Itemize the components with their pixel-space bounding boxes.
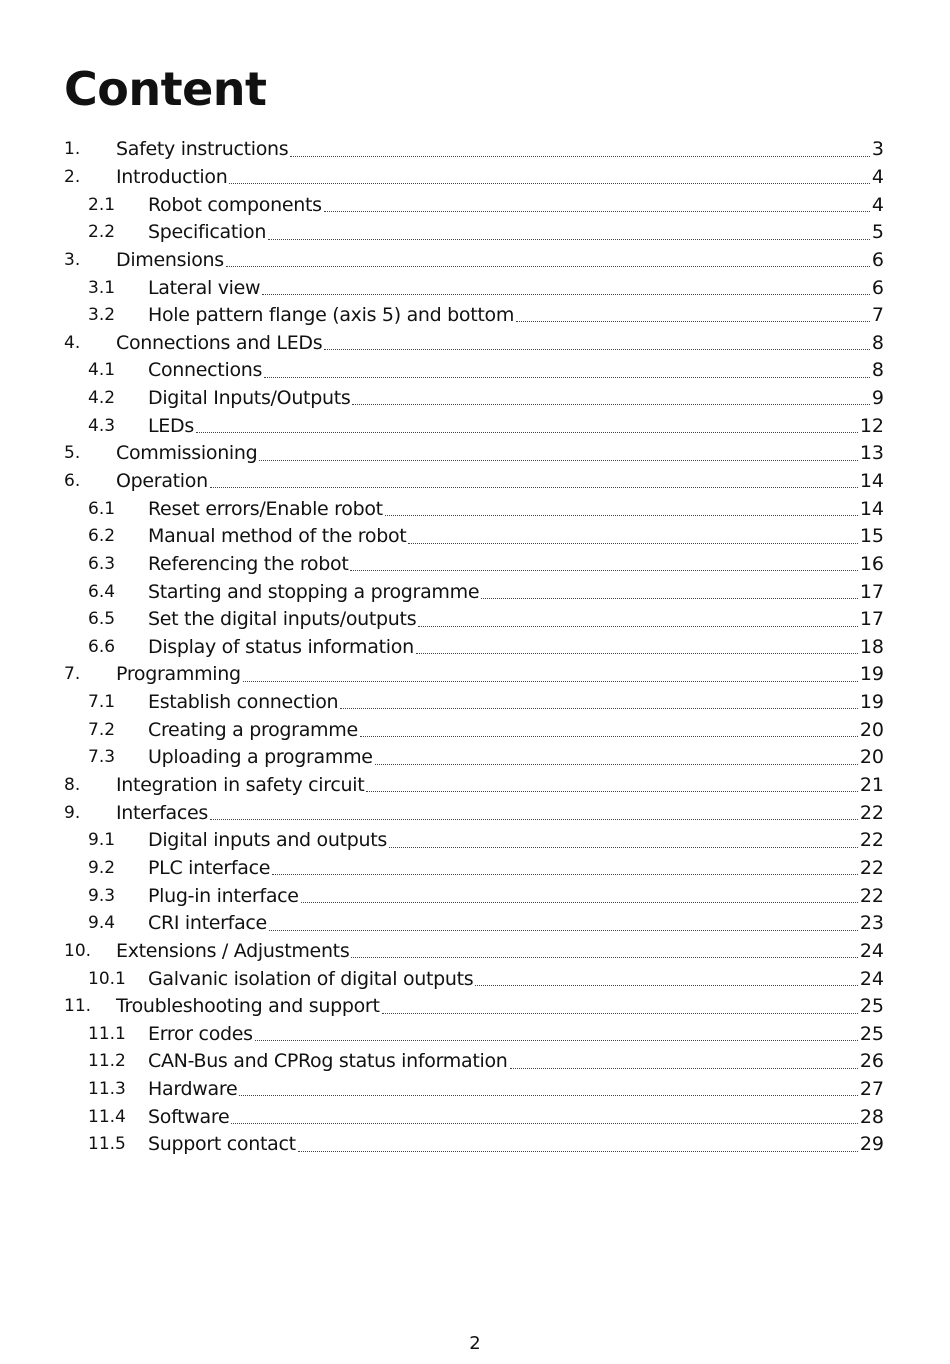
toc-entry[interactable]: [64, 164, 884, 192]
toc-entry-number: 5.: [64, 443, 81, 464]
toc-entry[interactable]: [64, 302, 884, 330]
toc-dot-leader: [264, 377, 870, 378]
toc-entry-number: 11.4: [88, 1106, 126, 1127]
toc-entry-number: 6.3: [88, 553, 116, 574]
toc-entry-page[interactable]: 17: [859, 580, 884, 603]
toc-dot-leader: [475, 985, 857, 986]
toc-entry-page[interactable]: 25: [859, 995, 884, 1018]
toc-entry-number: 4.2: [88, 388, 116, 409]
toc-entry-title[interactable]: Dimensions: [116, 248, 224, 271]
toc-entry-title[interactable]: Connections and LEDs: [116, 331, 323, 354]
toc-entry-page[interactable]: 9: [871, 387, 884, 410]
toc-dot-leader: [418, 626, 858, 627]
toc-entry-title[interactable]: Reset errors/Enable robot: [148, 497, 383, 520]
toc-entry-number: 10.: [64, 940, 92, 961]
toc-entry[interactable]: [64, 799, 884, 827]
toc-entry-title[interactable]: Specification: [148, 221, 267, 244]
toc-entry-title[interactable]: Display of status information: [148, 635, 414, 658]
toc-dot-leader: [510, 1068, 858, 1069]
toc-entry[interactable]: [64, 136, 884, 164]
toc-entry[interactable]: [64, 993, 884, 1021]
toc-entry-number: 2.1: [88, 194, 116, 215]
toc-entry[interactable]: [64, 1048, 884, 1076]
toc-entry[interactable]: [64, 882, 884, 910]
toc-dot-leader: [268, 239, 870, 240]
toc-entry-number: 6.4: [88, 581, 116, 602]
toc-entry-number: 6.: [64, 471, 81, 491]
toc-entry-number: 10.1: [88, 968, 126, 989]
toc-entry-number: 9.2: [88, 857, 116, 878]
toc-entry[interactable]: [64, 827, 884, 855]
toc-entry-page[interactable]: 7: [871, 304, 884, 327]
toc-dot-leader: [382, 1013, 858, 1014]
toc-dot-leader: [352, 404, 869, 405]
toc-entry-title[interactable]: Robot components: [148, 193, 322, 216]
toc-entry-page[interactable]: 28: [859, 1105, 884, 1128]
toc-entry[interactable]: [64, 247, 884, 275]
toc-entry-number: 7.2: [88, 719, 116, 740]
toc-entry-page[interactable]: 4: [871, 193, 884, 216]
toc-dot-leader: [262, 294, 870, 295]
toc-dot-leader: [324, 349, 870, 350]
toc-entry-page[interactable]: 12: [859, 414, 884, 437]
toc-entry-page[interactable]: 15: [859, 525, 884, 548]
toc-entry[interactable]: [64, 440, 884, 468]
toc-entry-title[interactable]: Digital inputs and outputs: [148, 829, 388, 852]
toc-entry[interactable]: [64, 716, 884, 744]
toc-entry-number: 2.2: [88, 222, 116, 243]
toc-entry-title[interactable]: Safety instructions: [116, 138, 289, 161]
toc-entry-number: 11.3: [88, 1079, 126, 1100]
toc-entry[interactable]: [64, 744, 884, 772]
toc-dot-leader: [385, 515, 858, 516]
toc-entry-page[interactable]: 29: [859, 1133, 884, 1156]
toc-dot-leader: [210, 819, 858, 820]
toc-entry-title[interactable]: Commissioning: [116, 442, 258, 465]
toc-entry[interactable]: [64, 661, 884, 689]
toc-entry-page[interactable]: 14: [859, 470, 884, 492]
toc-entry-title[interactable]: Hardware: [148, 1078, 238, 1101]
toc-entry[interactable]: [64, 855, 884, 883]
toc-entry-number: 11.5: [88, 1134, 126, 1155]
toc-dot-leader: [360, 736, 858, 737]
toc-entry-title[interactable]: LEDs: [148, 414, 194, 437]
toc-entry-page[interactable]: 6: [871, 248, 884, 271]
toc-entry-number: 3.: [64, 249, 81, 270]
toc-entry-number: 11.1: [88, 1023, 126, 1044]
toc-entry-page[interactable]: 22: [859, 856, 884, 879]
toc-dot-leader: [375, 764, 858, 765]
toc-entry-page[interactable]: 16: [859, 552, 884, 575]
toc-entry-number: 6.6: [88, 636, 116, 657]
toc-entry-title[interactable]: Galvanic isolation of digital outputs: [148, 967, 474, 990]
toc-entry-page[interactable]: 3: [871, 138, 884, 161]
toc-dot-leader: [340, 708, 858, 709]
toc-entry[interactable]: [64, 329, 884, 357]
toc-entry-page[interactable]: 14: [859, 497, 884, 520]
toc-entry-page[interactable]: 22: [859, 801, 884, 824]
toc-entry-page[interactable]: 20: [859, 718, 884, 741]
toc-entry-title[interactable]: Software: [148, 1105, 230, 1128]
toc-entry[interactable]: [64, 965, 884, 993]
toc-entry-page[interactable]: 22: [859, 884, 884, 907]
toc-entry[interactable]: [64, 274, 884, 302]
toc-entry-number: 9.: [64, 802, 81, 823]
toc-dot-leader: [416, 653, 858, 654]
toc-dot-leader: [210, 487, 858, 488]
toc-dot-leader: [269, 930, 858, 931]
toc-entry-title[interactable]: Support contact: [148, 1133, 296, 1156]
toc-entry-page[interactable]: 8: [871, 359, 884, 382]
toc-entry[interactable]: [64, 385, 884, 413]
toc-entry-page[interactable]: 21: [859, 774, 884, 797]
toc-dot-leader: [408, 543, 857, 544]
page-title: Content: [64, 62, 267, 116]
toc-entry[interactable]: [64, 1131, 884, 1159]
toc-entry-number: 1.: [64, 139, 81, 160]
toc-entry-title[interactable]: Starting and stopping a programme: [148, 580, 480, 603]
toc-dot-leader: [350, 570, 857, 571]
toc-dot-leader: [231, 1123, 857, 1124]
toc-entry-number: 4.: [64, 332, 81, 353]
toc-dot-leader: [351, 957, 857, 958]
toc-entry-page[interactable]: 23: [859, 912, 884, 935]
table-of-contents: [64, 136, 884, 1159]
toc-entry-title[interactable]: Lateral view: [148, 276, 261, 299]
toc-entry[interactable]: [64, 606, 884, 634]
page-number: 2: [469, 1333, 481, 1354]
toc-entry[interactable]: [64, 551, 884, 579]
toc-entry-page[interactable]: 18: [859, 635, 884, 658]
toc-entry-page[interactable]: 19: [859, 691, 884, 714]
toc-entry-title[interactable]: Uploading a programme: [148, 746, 373, 769]
toc-entry-number: 7.3: [88, 747, 116, 768]
toc-entry[interactable]: [64, 191, 884, 219]
toc-dot-leader: [516, 321, 870, 322]
toc-entry-number: 3.1: [88, 277, 116, 298]
toc-entry-page[interactable]: 4: [871, 165, 884, 188]
toc-dot-leader: [243, 681, 858, 682]
toc-entry-number: 9.3: [88, 885, 116, 906]
toc-dot-leader: [226, 266, 870, 267]
toc-dot-leader: [255, 1040, 858, 1041]
toc-entry-page[interactable]: 20: [859, 746, 884, 769]
toc-dot-leader: [389, 847, 858, 848]
toc-entry-page[interactable]: 26: [859, 1050, 884, 1073]
toc-entry-title[interactable]: Troubleshooting and support: [116, 995, 380, 1018]
toc-entry-page[interactable]: 22: [859, 829, 884, 852]
toc-entry-page[interactable]: 6: [871, 276, 884, 299]
toc-entry[interactable]: [64, 1076, 884, 1104]
toc-dot-leader: [272, 874, 858, 875]
toc-dot-leader: [298, 1151, 858, 1152]
toc-entry-title[interactable]: PLC interface: [148, 856, 271, 879]
toc-entry-title[interactable]: Digital Inputs/Outputs: [148, 387, 351, 410]
toc-entry-page[interactable]: 13: [859, 442, 884, 465]
toc-entry-number: 6.5: [88, 609, 116, 630]
toc-entry-number: 7.: [64, 664, 81, 685]
toc-entry-number: 9.1: [88, 830, 116, 851]
toc-entry-page[interactable]: 24: [859, 939, 884, 962]
toc-entry-number: 4.3: [88, 415, 116, 436]
toc-entry-number: 2.: [64, 166, 81, 187]
toc-entry-number: 6.1: [88, 498, 116, 519]
toc-entry[interactable]: [64, 495, 884, 523]
toc-entry[interactable]: [64, 772, 884, 800]
toc-entry-number: 11.2: [88, 1051, 126, 1072]
toc-entry-page[interactable]: 25: [859, 1022, 884, 1045]
toc-entry-title[interactable]: Manual method of the robot: [148, 525, 407, 548]
toc-entry-page[interactable]: 19: [859, 663, 884, 686]
toc-entry-title[interactable]: CRI interface: [148, 912, 267, 935]
toc-entry[interactable]: [64, 357, 884, 385]
toc-entry-title[interactable]: Interfaces: [116, 801, 208, 824]
toc-entry-title[interactable]: Operation: [116, 470, 208, 492]
toc-entry[interactable]: [64, 910, 884, 938]
toc-entry[interactable]: [64, 1021, 884, 1049]
toc-entry[interactable]: [64, 523, 884, 551]
toc-dot-leader: [324, 211, 870, 212]
toc-entry-title[interactable]: Establish connection: [148, 691, 339, 714]
toc-entry[interactable]: [64, 1103, 884, 1131]
toc-entry-title[interactable]: Connections: [148, 359, 263, 382]
toc-entry-title[interactable]: Integration in safety circuit: [116, 774, 365, 797]
toc-entry-number: 4.1: [88, 360, 116, 381]
toc-entry[interactable]: [64, 219, 884, 247]
toc-dot-leader: [229, 183, 869, 184]
toc-entry-title[interactable]: Creating a programme: [148, 718, 358, 741]
toc-entry-title[interactable]: Introduction: [116, 165, 228, 188]
toc-entry-number: 3.2: [88, 305, 116, 326]
toc-entry-title[interactable]: Error codes: [148, 1022, 253, 1045]
toc-entry-page[interactable]: 5: [871, 221, 884, 244]
toc-dot-leader: [290, 156, 870, 157]
toc-entry[interactable]: [64, 412, 884, 440]
toc-dot-leader: [259, 460, 857, 461]
toc-entry-title[interactable]: Set the digital inputs/outputs: [148, 608, 417, 631]
toc-entry-number: 6.2: [88, 526, 116, 547]
toc-entry-number: 8.: [64, 775, 81, 796]
toc-entry-title[interactable]: Referencing the robot: [148, 552, 349, 575]
toc-entry-title[interactable]: Programming: [116, 663, 241, 686]
toc-entry[interactable]: [64, 578, 884, 606]
toc-entry-title[interactable]: CAN-Bus and CPRog status information: [148, 1050, 508, 1073]
toc-dot-leader: [366, 791, 857, 792]
toc-dot-leader: [239, 1095, 857, 1096]
toc-entry-page[interactable]: 8: [871, 331, 884, 354]
toc-dot-leader: [196, 432, 858, 433]
toc-entry-page[interactable]: 17: [859, 608, 884, 631]
toc-dot-leader: [481, 598, 858, 599]
toc-dot-leader: [301, 902, 858, 903]
toc-entry[interactable]: [64, 938, 884, 966]
toc-entry[interactable]: [64, 468, 884, 496]
toc-entry-page[interactable]: 27: [859, 1078, 884, 1101]
toc-entry-number: 7.1: [88, 692, 116, 713]
toc-entry[interactable]: [64, 689, 884, 717]
toc-entry[interactable]: [64, 634, 884, 662]
toc-entry-title[interactable]: Hole pattern flange (axis 5) and bottom: [148, 304, 515, 327]
toc-entry-number: 11.: [64, 996, 92, 1017]
toc-entry-title[interactable]: Plug-in interface: [148, 884, 299, 907]
toc-entry-title[interactable]: Extensions / Adjustments: [116, 939, 350, 962]
toc-entry-page[interactable]: 24: [859, 967, 884, 990]
toc-entry-number: 9.4: [88, 913, 116, 934]
